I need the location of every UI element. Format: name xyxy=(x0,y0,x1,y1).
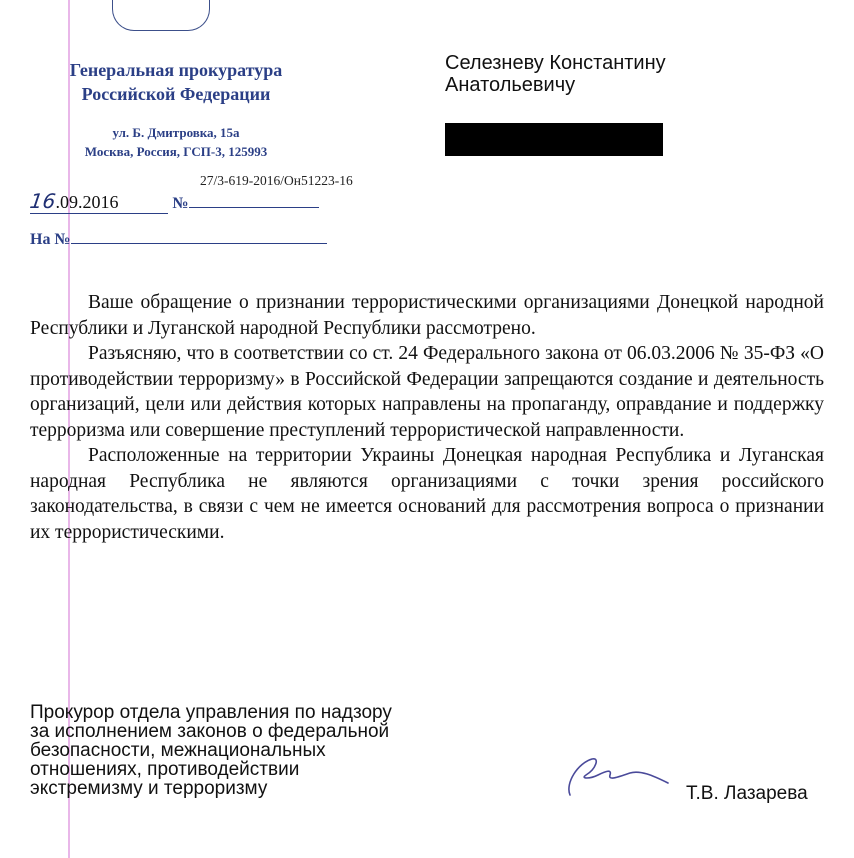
registration-number: 27/3-619-2016/Он51223-16 xyxy=(200,173,353,188)
reply-to-line xyxy=(30,229,327,249)
reply-field xyxy=(71,229,327,244)
org-line-2: Российской Федерации xyxy=(81,84,271,104)
position-line-4: отношениях, противодействии xyxy=(30,759,300,780)
paragraph-2: Разъясняю, что в соответствии со ст. 24 Федерального закона от 06.03.2006 № 35-ФЗ «О противодействии терроризму» в Российской Федерации запрещаются создание и деятельность организаций, цели или действия которых направлены на пропаганду, оправдание и поддержку терроризма или совершение преступлений террористической направленности. xyxy=(30,343,824,441)
address-line-2: Москва, Россия, ГСП-3, 125993 xyxy=(84,144,268,159)
position-line-2: за исполнением законов о федеральной xyxy=(30,721,390,742)
paragraph-1: Ваше обращение о признании террористическими организациями Донецкой народной Республики и Луганской народной Республики рассмотрено. xyxy=(30,292,824,339)
position-line-1: Прокурор отдела управления по надзору xyxy=(30,702,392,723)
date-line xyxy=(30,189,319,214)
reply-label: На № xyxy=(30,231,71,248)
recipient-line-2: Анатольевичу xyxy=(445,74,576,96)
signer-name: Т.В. Лазарева xyxy=(686,783,808,804)
redacted-block xyxy=(445,123,663,156)
recipient-line-1: Селезневу Константину xyxy=(445,52,666,74)
position-line-5: экстремизму и терроризму xyxy=(30,778,268,799)
number-field xyxy=(189,191,319,208)
date-day: 16 xyxy=(28,189,58,213)
handwritten-signature xyxy=(540,745,680,805)
letter-body xyxy=(30,290,824,545)
date-rest: .09.2016 xyxy=(55,192,119,212)
letterhead-address xyxy=(30,123,322,161)
address-line-1: ул. Б. Дмитровка, 15а xyxy=(112,125,240,140)
date-field xyxy=(30,189,168,214)
position-line-3: безопасности, межнациональных xyxy=(30,740,326,761)
recipient xyxy=(445,52,666,96)
number-label: № xyxy=(172,195,189,212)
letterhead-organization xyxy=(30,58,322,106)
paragraph-3: Расположенные на территории Украины Донецкая народная Республика и Луганская народная Республика не являются организациями с точки зрения российского законодательства, в связи с чем не имеется оснований для рассмотрения вопроса о признании их террористическими. xyxy=(30,445,824,543)
signer-position xyxy=(30,703,392,798)
emblem-frame xyxy=(112,0,210,31)
org-line-1: Генеральная прокуратура xyxy=(69,60,283,80)
